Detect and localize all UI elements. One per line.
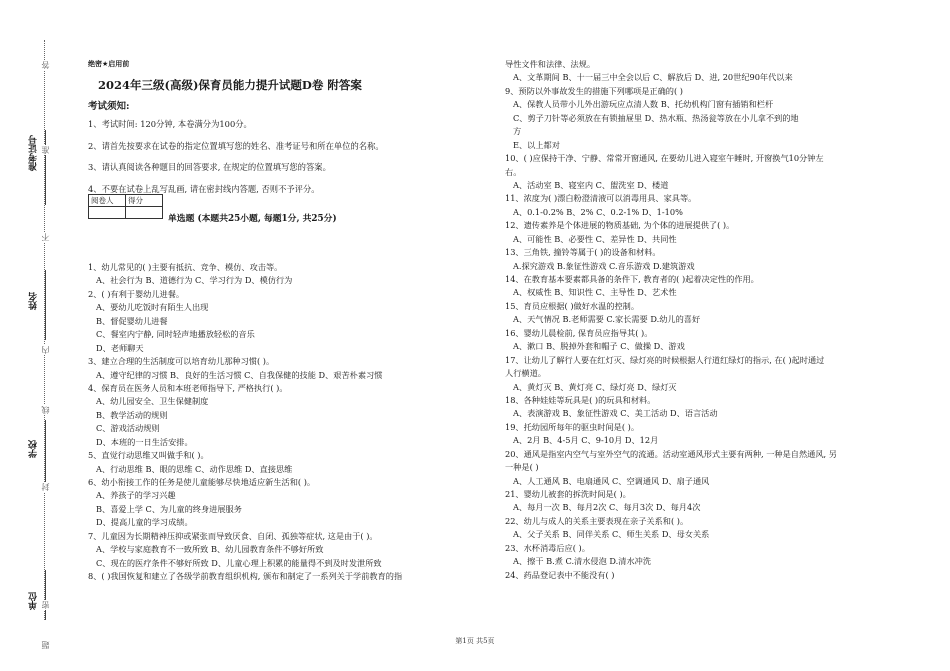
question-line: 19、托幼园所每年的驱虫时间是( )。 [505, 421, 640, 432]
label-unit: 单位 [29, 592, 39, 610]
option-line: A、社会行为 B、道德行为 C、学习行为 D、模仿行为 [96, 275, 293, 286]
question-line: 16、婴幼儿晨检前, 保育员应指导其( )。 [505, 327, 653, 338]
question-line: 4、保育员在医务人员和本班老师指导下, 严格执行( )。 [88, 382, 288, 393]
score-box-grader-label: 阅卷人 [89, 195, 126, 207]
option-line: A、学校与家庭教育不一致所致 B、幼儿园教育条件不够好所致 [96, 544, 324, 555]
option-line: A、每月一次 B、每月2次 C、每月3次 D、每月4次 [513, 502, 701, 513]
name-field[interactable] [45, 270, 46, 340]
option-line: E、以上都对 [513, 139, 560, 150]
seal-mark-zhun: 准 [41, 146, 50, 154]
left-question-column [88, 261, 493, 584]
option-line: 方 [513, 126, 522, 137]
question-line: 人行横道。 [505, 368, 546, 379]
label-exam-number: 准考证号 [29, 135, 39, 171]
exam-number-field[interactable] [45, 130, 46, 205]
seal-mark-bu: 不 [41, 233, 50, 241]
notice-heading: 考试须知: [88, 101, 130, 112]
score-box-grader-cell[interactable] [89, 207, 126, 219]
seal-mark-xian: 线 [41, 406, 50, 414]
right-question-column [505, 58, 920, 582]
option-line: A、表演游戏 B、象征性游戏 C、美工活动 D、语言活动 [513, 408, 718, 419]
question-line: 23、水杯消毒后应( )。 [505, 542, 590, 553]
option-line: C、餐室内宁静, 同时轻声地播放轻松的音乐 [96, 329, 255, 340]
question-line: 导性文件和法律、法规。 [505, 59, 596, 69]
question-line: 21、婴幼儿被套的拆洗时间是( )。 [505, 489, 631, 499]
question-line: 1、幼儿常见的( )主要有抵抗、竞争、模仿、攻击等。 [88, 262, 283, 272]
notice-item: 3、请认真阅读各种题目的回答要求, 在规定的位置填写您的答案。 [88, 162, 331, 172]
label-name: 姓名 [29, 292, 39, 310]
unit-field[interactable] [45, 570, 46, 620]
option-line: A、天气情况 B.老师需要 C.家长需要 D.幼儿的喜好 [513, 314, 701, 325]
option-line: A.探究游戏 B.象征性游戏 C.音乐游戏 D.建筑游戏 [513, 260, 695, 271]
binding-strip [0, 0, 62, 671]
seal-mark-nei: 内 [41, 346, 50, 354]
option-line: B、喜爱上学 C、为儿童的终身进展服务 [96, 503, 242, 514]
label-school: 学校 [29, 440, 39, 458]
option-line: A、父子关系 B、同伴关系 C、师生关系 D、母女关系 [513, 529, 710, 540]
secret-mark: 绝密★启用前 [88, 60, 130, 68]
option-line: A、黄灯灭 B、黄灯亮 C、绿灯亮 D、绿灯灭 [513, 381, 677, 392]
option-line: D、老师聊天 [96, 342, 144, 353]
school-field[interactable] [45, 420, 46, 490]
question-line: 10、( )应保持干净、宁静、常常开窗通风, 在要幼儿进入寝室午睡时, 开窗换气10分钟左 [505, 153, 824, 164]
question-line: 15、育员应根据( )做好水温的控制。 [505, 300, 640, 311]
option-line: B、督促婴幼儿进餐 [96, 315, 168, 326]
page-title: 2024年三级(高级)保育员能力提升试题D卷 附答案 [98, 78, 362, 92]
option-line: D、本班的一日生活安排。 [96, 436, 193, 447]
option-line: A、漱口 B、脱掉外套和帽子 C、做操 D、游戏 [513, 341, 685, 352]
notice-item: 4、不要在试卷上乱写乱画, 请在密封线内答题, 否则不予评分。 [88, 183, 320, 194]
option-line: A、权威性 B、知识性 C、主导性 D、艺术性 [513, 287, 677, 298]
score-box-score-cell[interactable] [126, 207, 163, 219]
page-footer: 第1页 共5页 [455, 637, 495, 645]
notice-item: 2、请首先按要求在试卷的指定位置填写您的姓名、准考证号和所在单位的名称。 [88, 140, 384, 151]
option-line: A、养孩子的学习兴趣 [96, 490, 176, 501]
option-line: A、活动室 B、寝室内 C、盥洗室 D、楼道 [513, 179, 669, 190]
seal-mark-mi: 密 [41, 601, 50, 609]
question-line: 17、让幼儿了解行人要在红灯灭、绿灯亮的时候根据人行道红绿灯的指示, 在( )起时通过 [505, 354, 825, 365]
section-heading: 单选题 (本题共25小题, 每题1分, 共25分) [168, 214, 337, 224]
option-line: C、剪子刀针等必须放在有锁抽屉里 D、热水瓶、热汤瓮等放在小儿拿不到的地 [513, 112, 799, 123]
option-line: A、行动思维 B、眼的思维 C、动作思维 D、直接思维 [96, 463, 293, 474]
seal-mark-ti: 题 [41, 641, 50, 649]
option-line: A、遵守纪律的习惯 B、良好的生活习惯 C、自我保健的技能 D、艰苦朴素习惯 [96, 369, 383, 380]
question-line: 5、直觉行动思维又叫做手和( )。 [88, 450, 209, 461]
option-line: C、游戏活动规则 [96, 423, 160, 434]
question-line: 6、幼小衔接工作的任务是使儿童能够尽快地适应新生活和( )。 [88, 477, 316, 487]
question-line: 3、建立合理的生活制度可以培育幼儿那种习惯( )。 [88, 356, 275, 367]
seal-mark-da: 答 [41, 61, 50, 69]
question-line: 12、遗传素养是个体进展的物质基础, 为个体的进展提供了( )。 [505, 220, 735, 231]
notice-item: 1、考试时间: 120分钟, 本卷满分为100分。 [88, 119, 252, 129]
option-line: A、保教人员带小儿外出游玩应点清人数 B、托幼机构门窗有插销和栏杆 [513, 99, 774, 110]
score-box [88, 194, 163, 219]
question-line: 9、预防以外事故发生的措施下列哪项是正确的( ) [505, 85, 683, 96]
option-line: A、要幼儿吃饭时有陌生人出现 [96, 302, 209, 313]
question-line: 右。 [505, 166, 522, 177]
question-line: 7、儿童因为长期精神压抑或紧张而导致厌食、自闭、孤独等症状, 这是由于( )。 [88, 530, 378, 541]
option-line: B、教学活动的规则 [96, 409, 168, 420]
option-line: A、擦干 B.煮 C.清水侵泡 D.清水冲洗 [513, 556, 652, 567]
option-line: C、现在的医疗条件不够好所致 D、儿童心理上积累的能量得不到及时发泄所致 [96, 557, 382, 568]
question-line: 11、浓度为( )漂白粉澄清液可以消毒用具、家具等。 [505, 193, 697, 204]
notice-list [88, 118, 488, 204]
question-line: 2、( )有利于婴幼儿进餐。 [88, 288, 185, 299]
seal-mark-feng: 封 [41, 483, 50, 491]
option-line: A、可能性 B、必要性 C、差异性 D、共同性 [513, 233, 677, 244]
question-line: 8、( )我国恢复和建立了各级学前教育组织机构, 颁布和制定了一系列关于学前教育的指 [88, 571, 403, 582]
question-line: 22、幼儿与成人的关系主要表现在亲子关系和( )。 [505, 515, 689, 526]
question-line: 24、药品登记表中不能没有( ) [505, 569, 615, 580]
question-line: 14、在教育基本要素都具备的条件下, 教育者的( )起着决定性的作用。 [505, 274, 759, 284]
option-line: A、2月 B、4-5月 C、9-10月 D、12月 [513, 435, 659, 446]
option-line: A、文革期间 B、十一届三中全会以后 C、解放后 D、进, 20世纪90年代以来 [513, 72, 793, 83]
question-line: 18、各种娃娃等玩具是( )的玩具和材料。 [505, 394, 656, 405]
option-line: D、提高儿童的学习成绩。 [96, 517, 193, 528]
option-line: A、人工通风 B、电扇通风 C、空调通风 D、扇子通风 [513, 475, 710, 486]
option-line: A、0.1-0.2% B、2% C、0.2-1% D、1-10% [513, 206, 683, 217]
score-box-score-label: 得分 [126, 195, 163, 207]
question-line: 13、三角铁, 撞铃等属于( )的设备和材料。 [505, 247, 661, 258]
question-line: 一种是( ) [505, 462, 539, 473]
option-line: A、幼儿园安全、卫生保健制度 [96, 396, 209, 407]
question-line: 20、通风是指室内空气与室外空气的流通。活动室通风形式主要有两种, 一种是自然通风, 另 [505, 448, 837, 459]
